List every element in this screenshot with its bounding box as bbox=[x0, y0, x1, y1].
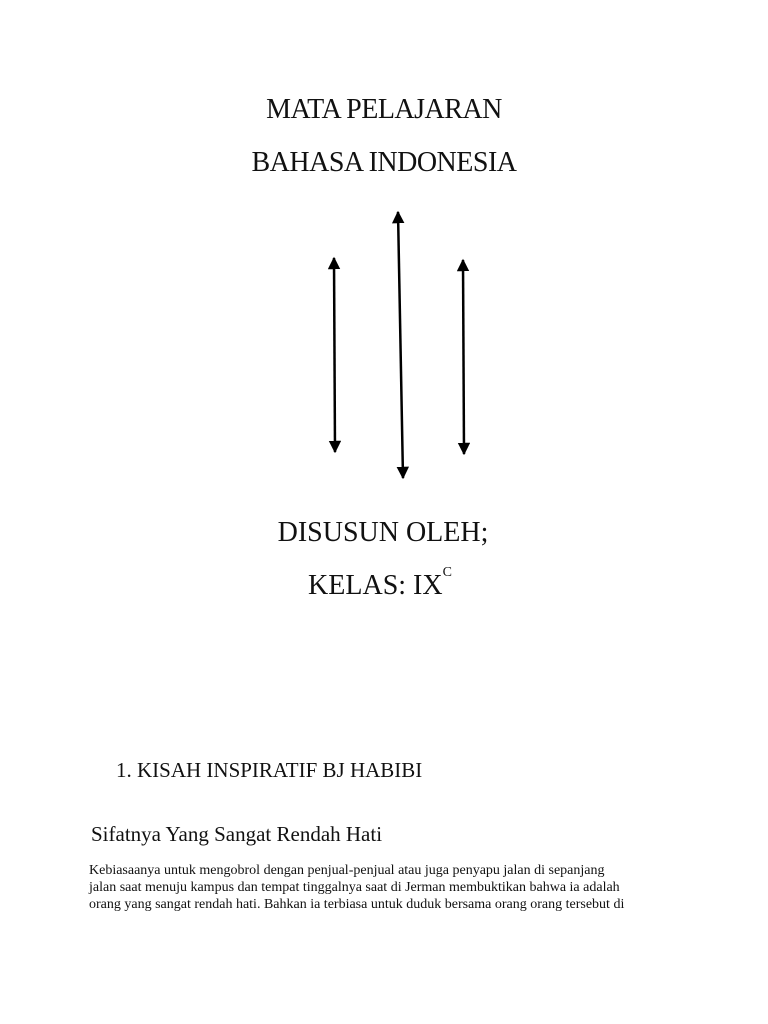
class-superscript: C bbox=[442, 565, 452, 580]
paragraph-line: jalan saat menuju kampus dan tempat tinggalnya saat di Jerman membuktikan bahwa ia adalah bbox=[89, 880, 620, 895]
double-arrow-center bbox=[398, 212, 403, 478]
class-text: KELAS: IX bbox=[308, 570, 443, 601]
title-subject-label: MATA PELAJARAN bbox=[266, 94, 502, 125]
double-arrow-left bbox=[334, 258, 335, 452]
title-subject-name: BAHASA INDONESIA bbox=[251, 147, 517, 178]
decorative-arrows bbox=[300, 200, 500, 490]
body-paragraph bbox=[89, 862, 689, 913]
section-heading: 1. KISAH INSPIRATIF BJ HABIBI bbox=[116, 758, 423, 782]
paragraph-line: orang yang sangat rendah hati. Bahkan ia terbiasa untuk duduk bersama orang orang tersebut di bbox=[89, 897, 625, 912]
author-heading: DISUSUN OLEH; bbox=[277, 517, 489, 548]
double-arrow-right bbox=[463, 260, 464, 454]
class-label bbox=[0, 565, 764, 601]
section-subheading: Sifatnya Yang Sangat Rendah Hati bbox=[91, 822, 383, 846]
paragraph-line: Kebiasaanya untuk mengobrol dengan penjual-penjual atau juga penyapu jalan di sepanjang bbox=[89, 863, 605, 878]
